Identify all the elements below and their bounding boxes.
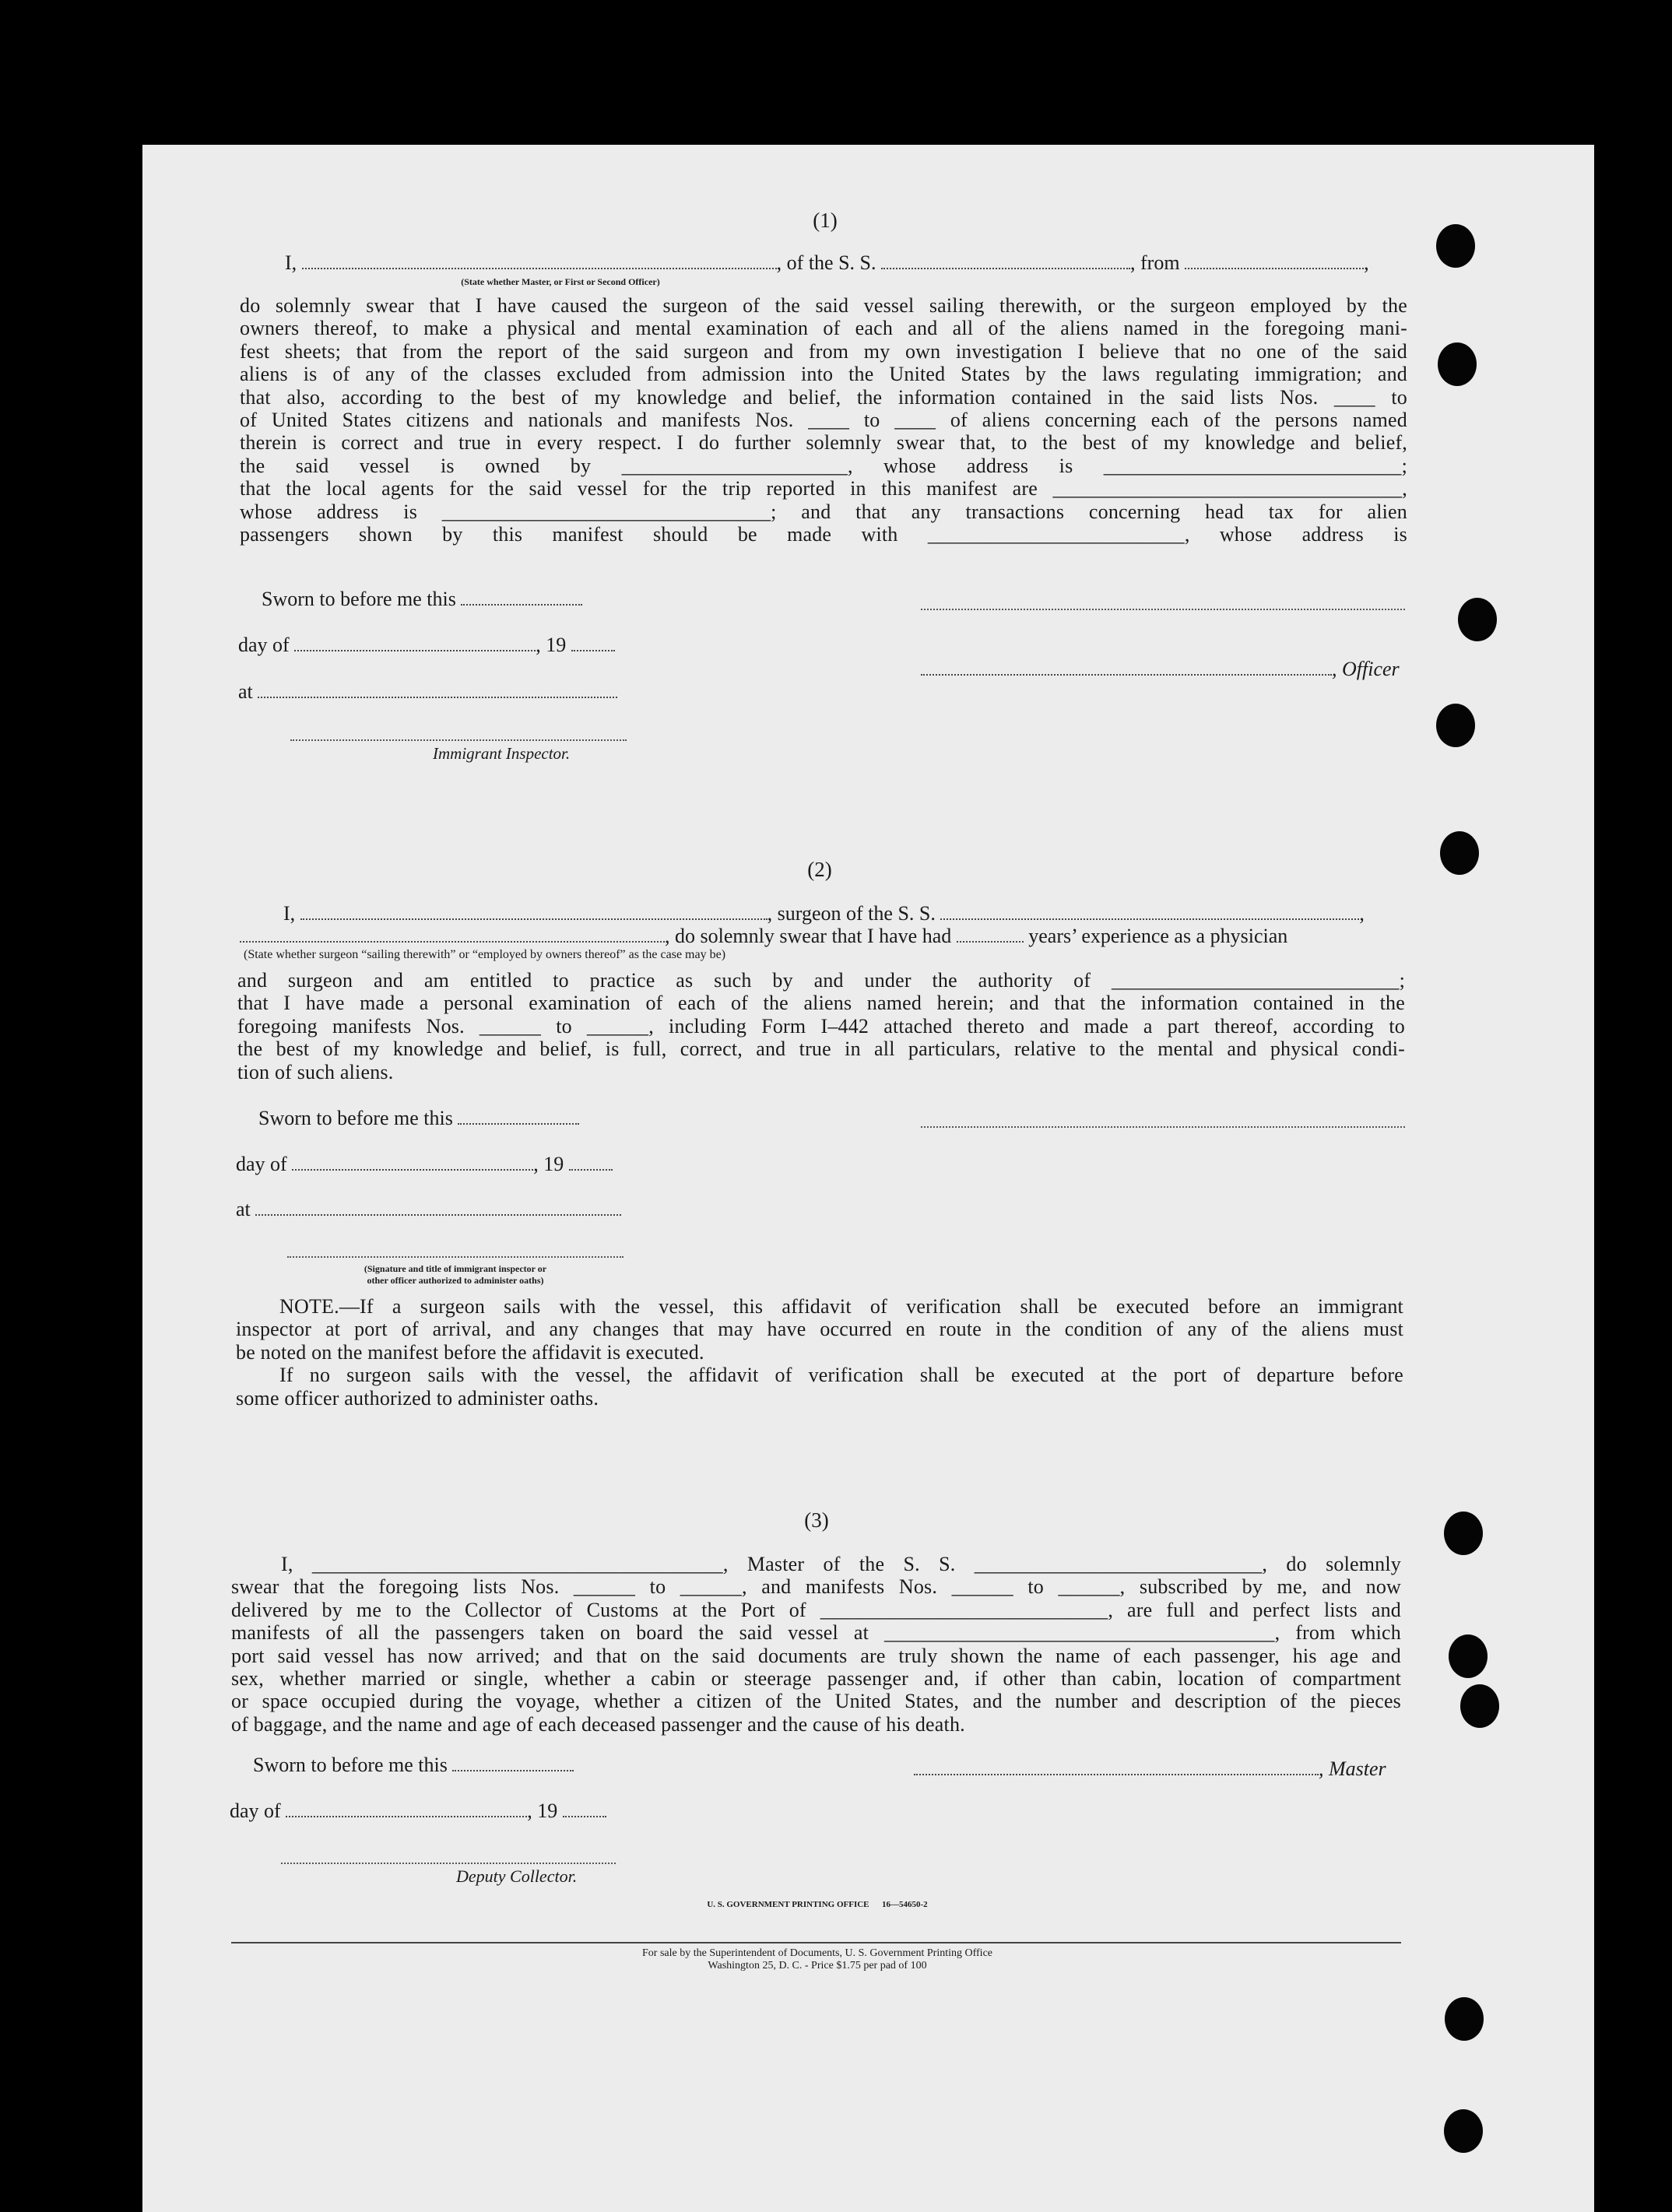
oath-line: I, ________________________________________, Master of the S. S. ____________________________, do solemnly <box>281 1553 1401 1575</box>
years-field[interactable] <box>957 940 1024 943</box>
day-of-label: day of <box>238 634 290 656</box>
place-field[interactable] <box>258 696 617 698</box>
punch-hole <box>1436 704 1475 747</box>
section-1-first-line <box>285 251 1369 275</box>
note-line: some officer authorized to administer oaths. <box>236 1386 599 1410</box>
inspector-label: Immigrant Inspector. <box>433 744 571 763</box>
label-of-ss: , of the S. S. <box>776 251 876 274</box>
place-field[interactable] <box>255 1213 621 1216</box>
punch-hole <box>1458 598 1497 641</box>
note-line: If no surgeon sails with the vessel, the affidavit of verification shall be executed at the port of departure before <box>279 1364 1403 1387</box>
officer-rank-hint: (State whether Master, or First or Second Officer) <box>461 276 660 287</box>
section-1-number: (1) <box>813 209 838 232</box>
oath-line: the best of my knowledge and belief, is full, correct, and true in all particulars, relative to the mental and physical condi- <box>237 1038 1405 1061</box>
surgeon-status-hint: (State whether surgeon “sailing therewith” or “employed by owners thereof” as the case may be) <box>244 948 726 961</box>
oath-line: swear that the foregoing lists Nos. ______ to ______, and manifests Nos. ______ to ______, subscribed by me, and now <box>231 1575 1401 1599</box>
deputy-label: Deputy Collector. <box>456 1866 578 1886</box>
year-prefix: , 19 <box>527 1799 558 1822</box>
section-2-first-line <box>283 902 1365 925</box>
sworn-label: Sworn to before me this <box>253 1754 448 1776</box>
label-swear: , do solemnly swear that I have had <box>665 925 952 947</box>
sworn-label: Sworn to before me this <box>258 1107 453 1129</box>
inspector-signature-line[interactable] <box>290 739 627 741</box>
officer-label: , Officer <box>1332 658 1400 680</box>
oath-line: or space occupied during the voyage, whether a citizen of the United States, and the number and description of the pieces <box>231 1690 1401 1713</box>
punch-hole <box>1445 1997 1484 2041</box>
officer-name-field[interactable] <box>921 673 1332 676</box>
signature-caption-line: (Signature and title of immigrant inspector or <box>364 1263 547 1274</box>
at-row <box>238 680 617 704</box>
master-label: , Master <box>1319 1757 1386 1780</box>
punch-hole <box>1440 831 1479 875</box>
year-field[interactable] <box>571 649 615 651</box>
section-2-oath <box>237 969 1405 1083</box>
at-row <box>236 1198 621 1221</box>
sworn-row <box>258 1107 579 1130</box>
oath-line: of United States citizens and nationals and manifests Nos. ____ to ____ of aliens concerning each of the persons named <box>240 409 1407 432</box>
oath-line: sex, whether married or single, whether a cabin or steerage passenger and, if other than cabin, location of compartment <box>231 1667 1401 1691</box>
punch-hole <box>1449 1634 1488 1678</box>
surgeon-status-field[interactable] <box>240 940 665 943</box>
section-1-oath <box>240 294 1407 546</box>
punch-hole <box>1436 224 1475 268</box>
month-field[interactable] <box>292 1168 533 1171</box>
oath-line: owners thereof, to make a physical and mental examination of each and all of the aliens named in the foregoing mani- <box>240 317 1407 340</box>
label-from: , from <box>1130 251 1180 274</box>
oath-line: and surgeon and am entitled to practice as such by and under the authority of ____________________________; <box>237 969 1405 992</box>
year-field[interactable] <box>569 1168 613 1171</box>
oath-line: that also, according to the best of my knowledge and belief, the information contained in the said lists Nos. ____ to <box>240 385 1407 409</box>
section-2-second-line <box>240 925 1287 948</box>
officer-row <box>921 658 1400 681</box>
punch-hole <box>1438 342 1477 386</box>
section-2-number: (2) <box>807 858 832 881</box>
oath-line: foregoing manifests Nos. ______ to ______, including Form I–442 attached thereto and made a part thereof, according to <box>237 1014 1405 1038</box>
year-prefix: , 19 <box>536 634 567 656</box>
month-field[interactable] <box>286 1815 527 1817</box>
section-3-oath <box>231 1553 1401 1736</box>
at-label: at <box>236 1198 251 1220</box>
surgeon-signature-line[interactable] <box>921 1126 1405 1128</box>
oath-line: tion of such aliens. <box>237 1060 394 1083</box>
oath-line: the said vessel is owned by ______________________, whose address is _____________________________; <box>240 454 1407 477</box>
label-i: I, <box>283 902 296 925</box>
day-row <box>230 1799 606 1823</box>
note-line: be noted on the manifest before the affidavit is executed. <box>236 1340 704 1364</box>
note <box>236 1295 1403 1410</box>
officer-signature-line[interactable] <box>921 609 1405 610</box>
signature-caption-line: other officer authorized to administer oaths) <box>367 1275 544 1286</box>
oath-line: therein is correct and true in every respect. I do further solemnly swear that, to the best of my knowledge and belief, <box>240 431 1407 455</box>
oath-line: manifests of all the passengers taken on board the said vessel at ______________________________________, from which <box>231 1621 1401 1645</box>
comma: , <box>1359 902 1365 925</box>
label-years: years’ experience as a physician <box>1028 925 1288 947</box>
day-row <box>238 634 615 657</box>
sworn-row <box>262 588 582 611</box>
oath-line: aliens is of any of the classes excluded from admission into the United States by the laws regulating immigration; and <box>240 363 1407 386</box>
month-field[interactable] <box>294 649 536 651</box>
footer-rule <box>231 1942 1401 1943</box>
oath-line: whose address is ________________________________; and that any transactions concerning head tax for alien <box>240 500 1407 523</box>
oath-line: that the local agents for the said vessel for the trip reported in this manifest are __________________________________, <box>240 477 1407 500</box>
sale-notice-line: For sale by the Superintendent of Documents, U. S. Government Printing Office <box>642 1947 992 1959</box>
inspector-signature-line[interactable] <box>287 1256 623 1258</box>
punch-hole <box>1444 1512 1483 1555</box>
deputy-signature-line[interactable] <box>281 1863 616 1864</box>
day-of-label: day of <box>230 1799 281 1822</box>
note-line: NOTE.—If a surgeon sails with the vessel, this affidavit of verification shall be executed before an immigrant <box>279 1295 1403 1318</box>
label-i: I, <box>285 251 297 274</box>
sworn-row <box>253 1754 574 1777</box>
officer-rank-field[interactable] <box>302 267 777 269</box>
sworn-date-field[interactable] <box>461 603 582 606</box>
departure-port-field[interactable] <box>1185 267 1364 269</box>
note-line: inspector at port of arrival, and any changes that may have occurred en route in the condition of any of the aliens must <box>236 1318 1403 1341</box>
day-row <box>236 1153 613 1176</box>
oath-line: that I have made a personal examination of each of the aliens named herein; and that the information contained in the <box>237 992 1405 1015</box>
comma: , <box>1364 251 1369 274</box>
sworn-date-field[interactable] <box>458 1122 579 1125</box>
year-field[interactable] <box>563 1815 606 1817</box>
oath-line: fest sheets; that from the report of the said surgeon and from my own investigation I believe that no one of the said <box>240 339 1407 363</box>
vessel-name-field[interactable] <box>881 267 1130 269</box>
year-prefix: , 19 <box>533 1153 564 1175</box>
master-signature-field[interactable] <box>914 1773 1319 1775</box>
gpo-imprint: U. S. GOVERNMENT PRINTING OFFICE 16—54650-2 <box>707 1900 928 1909</box>
punch-hole <box>1460 1684 1499 1728</box>
sale-notice-line: Washington 25, D. C. - Price $1.75 per pad of 100 <box>708 1960 927 1971</box>
surgeon-name-field[interactable] <box>300 918 768 920</box>
sworn-date-field[interactable] <box>452 1769 574 1771</box>
oath-line: passengers shown by this manifest should be made with _________________________, whose address is <box>240 523 1407 546</box>
sworn-label: Sworn to before me this <box>262 588 456 610</box>
oath-line: port said vessel has now arrived; and that on the said documents are truly shown the name of each passenger, his age and <box>231 1644 1401 1667</box>
sale-notice <box>467 1947 1168 1972</box>
day-of-label: day of <box>236 1153 287 1175</box>
signature-caption <box>280 1263 631 1287</box>
label-surgeon-of: , surgeon of the S. S. <box>767 902 936 925</box>
oath-line: of baggage, and the name and age of each deceased passenger and the cause of his death. <box>231 1712 965 1736</box>
master-row <box>914 1757 1386 1781</box>
section-3-number: (3) <box>804 1508 829 1532</box>
oath-line: do solemnly swear that I have caused the surgeon of the said vessel sailing therewith, or the surgeon employed by the <box>240 294 1407 317</box>
at-label: at <box>238 680 253 703</box>
oath-line: delivered by me to the Collector of Customs at the Port of ____________________________, are full and perfect lists and <box>231 1598 1401 1621</box>
vessel-name-field[interactable] <box>940 918 1359 920</box>
punch-hole <box>1444 2109 1483 2153</box>
